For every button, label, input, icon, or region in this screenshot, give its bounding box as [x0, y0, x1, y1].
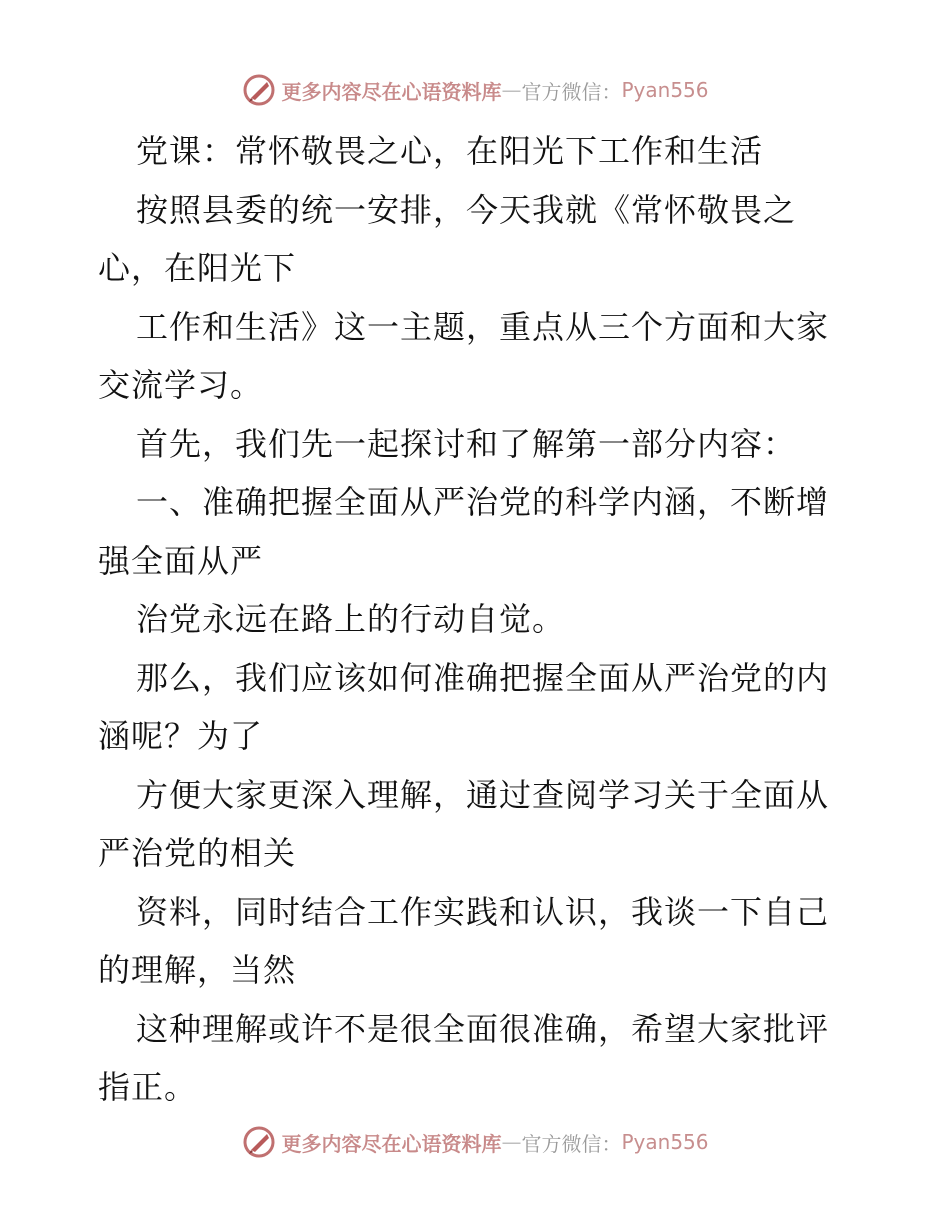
- document-text-line: 涵呢？为了: [98, 717, 264, 755]
- document-text-line: 强全面从严: [98, 541, 264, 580]
- watermark-wechat-id: Pyan556: [621, 78, 709, 102]
- document-text-line: 的理解，当然: [98, 951, 297, 989]
- footer-watermark: [0, 1124, 950, 1160]
- document-text-line: 指正。: [98, 1068, 198, 1106]
- document-title-line: 党课：常怀敬畏之心，在阳光下工作和生活: [136, 132, 764, 170]
- document-text-line: 按照县委的统一安排，今天我就《常怀敬畏之: [136, 190, 797, 229]
- document-text-line: 这种理解或许不是很全面很准确，希望大家批评: [136, 1009, 830, 1048]
- watermark-wechat-label: 官方微信：: [521, 1131, 622, 1156]
- quill-logo-icon: [241, 72, 277, 108]
- document-text-line: 严治党的相关: [98, 834, 297, 872]
- document-text-line: 那么，我们应该如何准确把握全面从严治党的内: [136, 658, 830, 697]
- quill-logo-icon: [241, 1124, 277, 1160]
- document-text-line: 资料，同时结合工作实践和认识，我谈一下自己: [136, 892, 830, 931]
- document-body: [98, 122, 858, 1117]
- watermark-main-text: 更多内容尽在心语资料库: [281, 79, 502, 104]
- watermark-dash: —: [501, 1130, 522, 1154]
- watermark-wechat-label: 官方微信：: [521, 79, 622, 104]
- document-text-line: 方便大家更深入理解，通过查阅学习关于全面从: [136, 775, 830, 814]
- document-text-line: 一、准确把握全面从严治党的科学内涵，不断增: [136, 483, 830, 521]
- header-watermark: [0, 72, 950, 108]
- document-text-line: 治党永远在路上的行动自觉。: [136, 600, 566, 638]
- watermark-dash: —: [501, 78, 522, 102]
- watermark-main-text: 更多内容尽在心语资料库: [281, 1131, 502, 1156]
- document-text-line: 首先，我们先一起探讨和了解第一部分内容：: [136, 424, 797, 463]
- watermark-wechat-id: Pyan556: [621, 1130, 709, 1154]
- document-text-line: 心，在阳光下: [98, 249, 297, 287]
- document-text-line: 工作和生活》这一主题，重点从三个方面和大家: [136, 307, 830, 346]
- document-text-line: 交流学习。: [98, 366, 264, 404]
